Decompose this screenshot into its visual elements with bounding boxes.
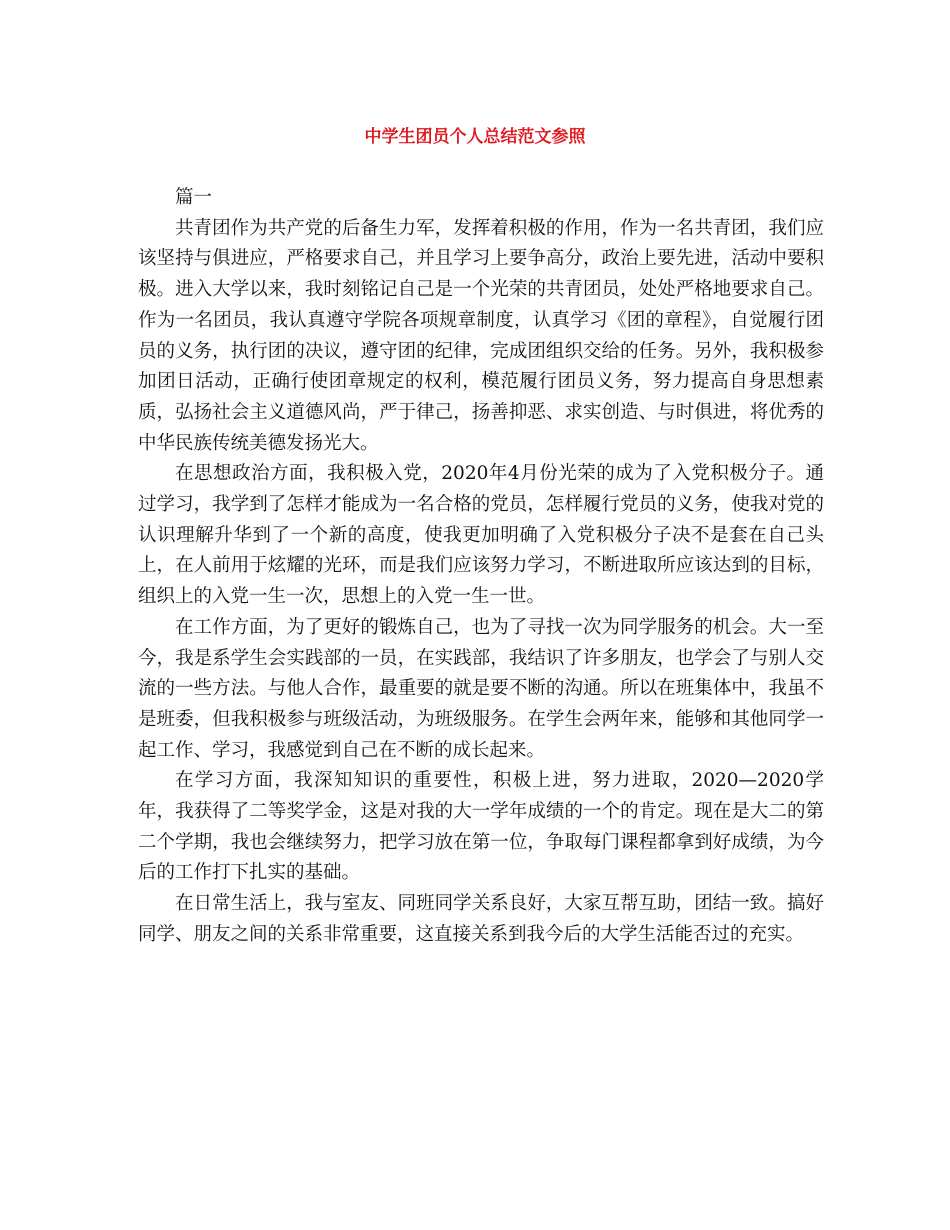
paragraph-1: 共青团作为共产党的后备生力军，发挥着积极的作用，作为一名共青团，我们应该坚持与俱进应，严格要求自己，并且学习上要争高分，政治上要先进，活动中要积极。进入大学以来，我时刻铭记自己是一个光荣的共青团员，处处严格地要求自己。作为一名团员，我认真遵守学院各项规章制度，认真学习《团的章程》，自觉履行团员的义务，执行团的决议，遵守团的纪律，完成团组织交给的任务。另外，我积极参加团日活动，正确行使团章规定的权利，模范履行团员义务，努力提高自身思想素质，弘扬社会主义道德风尚，严于律己，扬善抑恶、求实创造、与时俱进，将优秀的中华民族传统美德发扬光大。 — [138, 217, 824, 454]
section-label: 篇一 — [175, 187, 213, 208]
paragraph-5: 在日常生活上，我与室友、同班同学关系良好，大家互帮互助，团结一致。搞好同学、朋友之间的关系非常重要，这直接关系到我今后的大学生活能否过的充实。 — [138, 893, 824, 945]
paragraph-3: 在工作方面，为了更好的锻炼自己，也为了寻找一次为同学服务的机会。大一至今，我是系学生会实践部的一员，在实践部，我结识了许多朋友，也学会了与别人交流的一些方法。与他人合作，最重要的就是要不断的沟通。所以在班集体中，我虽不是班委，但我积极参与班级活动，为班级服务。在学生会两年来，能够和其他同学一起工作、学习，我感觉到自己在不断的成长起来。 — [138, 616, 824, 761]
document-title: 中学生团员个人总结范文参照 — [364, 127, 586, 147]
document-body — [138, 183, 824, 951]
paragraph-4: 在学习方面，我深知知识的重要性，积极上进，努力进取，2020—2020学年，我获得了二等奖学金，这是对我的大一学年成绩的一个的肯定。现在是大二的第二个学期，我也会继续努力，把学习放在第一位，争取每门课程都拿到好成绩，为今后的工作打下扎实的基础。 — [138, 770, 824, 884]
paragraph-2: 在思想政治方面，我积极入党，2020年4月份光荣的成为了入党积极分子。通过学习，我学到了怎样才能成为一名合格的党员，怎样履行党员的义务，使我对党的认识理解升华到了一个新的高度，使我更加明确了入党积极分子决不是套在自己头上，在人前用于炫耀的光环，而是我们应该努力学习，不断进取所应该达到的目标，组织上的入党一生一次，思想上的入党一生一世。 — [138, 463, 824, 608]
